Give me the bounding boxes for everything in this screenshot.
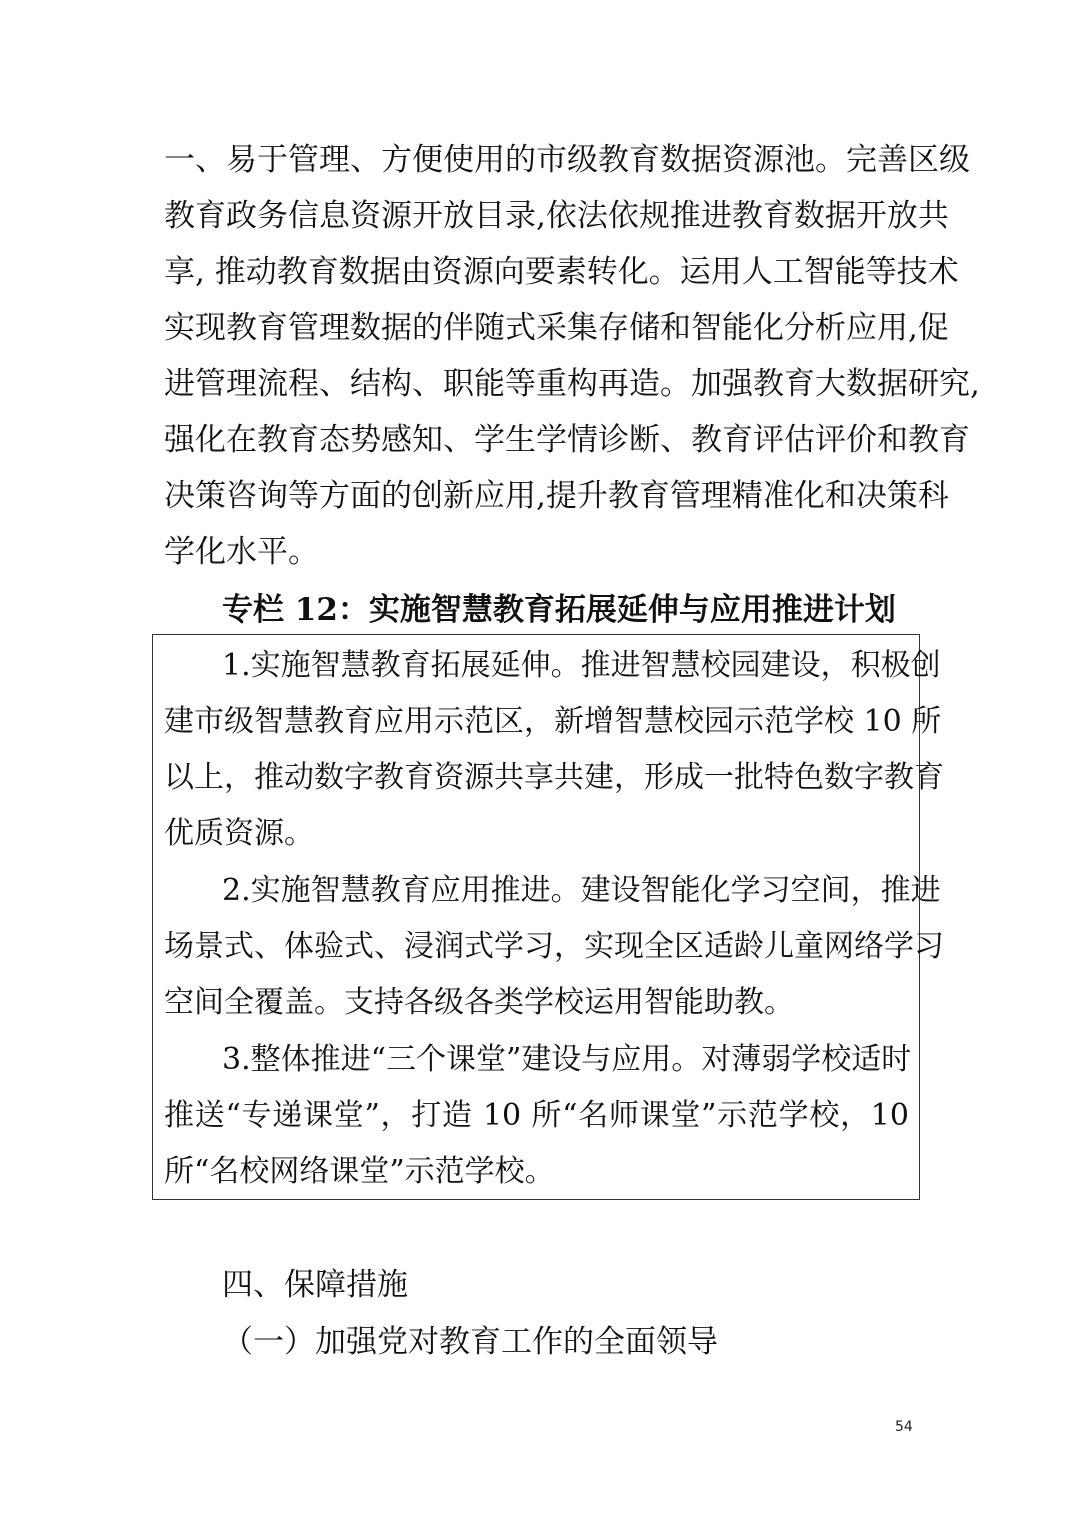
body-line-6: 强化在教育态势感知、学生学情诊断、教育评估评价和教育 (164, 422, 970, 458)
item3-line-3: 所“名校网络课堂”示范学校。 (164, 1154, 555, 1189)
body-line-8: 学化水平。 (164, 534, 319, 570)
body-line-2: 教育政务信息资源开放目录,依法依规推进教育数据开放共 (164, 198, 949, 234)
item2-line-2: 场景式、体验式、浸润式学习，实现全区适龄儿童网络学习 (164, 929, 944, 964)
body-line-4: 实现教育管理数据的伴随式采集存储和智能化分析应用,促 (164, 310, 949, 346)
column-box-title: 专栏 12：实施智慧教育拓展延伸与应用推进计划 (222, 592, 896, 628)
item2-line-3: 空间全覆盖。支持各级各类学校运用智能助教。 (164, 985, 794, 1020)
item1-line-3: 以上，推动数字教育资源共享共建，形成一批特色数字教育 (164, 760, 944, 795)
item1-line-2: 建市级智慧教育应用示范区，新增智慧校园示范学校 10 所 (164, 704, 942, 739)
item1-line-1: 1.实施智慧教育拓展延伸。推进智慧校园建设，积极创 (222, 648, 941, 683)
body-line-1: 一、易于管理、方便使用的市级教育数据资源池。完善区级 (164, 142, 970, 178)
item3-line-2: 推送“专递课堂”，打造 10 所“名师课堂”示范学校，10 (164, 1098, 909, 1133)
section-heading: 四、保障措施 (222, 1267, 408, 1303)
subsection-heading: （一）加强党对教育工作的全面领导 (222, 1324, 718, 1360)
body-line-7: 决策咨询等方面的创新应用,提升教育管理精准化和决策科 (164, 478, 949, 514)
item2-line-1: 2.实施智慧教育应用推进。建设智能化学习空间，推进 (222, 873, 941, 908)
body-line-3: 享, 推动教育数据由资源向要素转化。运用人工智能等技术 (164, 254, 959, 290)
page-number: 54 (895, 1419, 913, 1435)
body-line-5: 进管理流程、结构、职能等重构再造。加强教育大数据研究, (164, 366, 980, 402)
item1-line-4: 优质资源。 (164, 816, 314, 851)
item3-line-1: 3.整体推进“三个课堂”建设与应用。对薄弱学校适时 (222, 1042, 912, 1077)
